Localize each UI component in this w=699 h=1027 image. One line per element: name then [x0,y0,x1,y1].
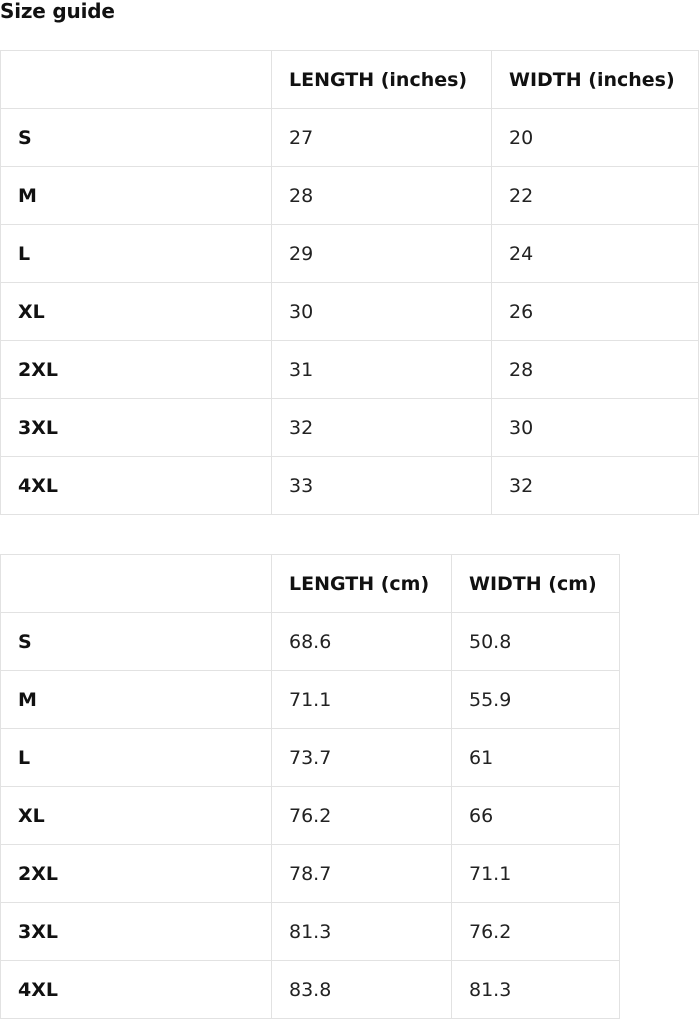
length-value: 30 [272,283,492,341]
size-label: M [1,671,272,729]
size-label: 3XL [1,903,272,961]
table-row [1,399,699,457]
table-row [1,613,620,671]
width-value: 61 [452,729,620,787]
length-value: 31 [272,341,492,399]
size-label: XL [1,787,272,845]
length-value: 76.2 [272,787,452,845]
size-table-inches [0,50,699,515]
size-label: M [1,167,272,225]
width-value: 22 [492,167,699,225]
table-row [1,903,620,961]
width-value: 32 [492,457,699,515]
size-table-cm [0,554,620,1019]
length-value: 27 [272,109,492,167]
size-label: 4XL [1,961,272,1019]
size-label: 4XL [1,457,272,515]
length-value: 29 [272,225,492,283]
table-header-row [1,555,620,613]
header-cell-length: LENGTH (cm) [272,555,452,613]
width-value: 81.3 [452,961,620,1019]
table-row [1,845,620,903]
width-value: 76.2 [452,903,620,961]
table-row [1,341,699,399]
length-value: 33 [272,457,492,515]
length-value: 83.8 [272,961,452,1019]
size-label: XL [1,283,272,341]
table-row [1,167,699,225]
width-value: 24 [492,225,699,283]
width-value: 71.1 [452,845,620,903]
page-title: Size guide [0,0,115,23]
length-value: 81.3 [272,903,452,961]
length-value: 78.7 [272,845,452,903]
table-row [1,961,620,1019]
header-cell-length: LENGTH (inches) [272,51,492,109]
length-value: 32 [272,399,492,457]
header-cell-width: WIDTH (cm) [452,555,620,613]
table-row [1,671,620,729]
size-label: 2XL [1,845,272,903]
size-label: L [1,729,272,787]
table-row [1,283,699,341]
header-cell-size [1,51,272,109]
width-value: 66 [452,787,620,845]
length-value: 71.1 [272,671,452,729]
width-value: 55.9 [452,671,620,729]
size-label: S [1,109,272,167]
length-value: 73.7 [272,729,452,787]
table-row [1,787,620,845]
header-cell-width: WIDTH (inches) [492,51,699,109]
size-label: 3XL [1,399,272,457]
length-value: 68.6 [272,613,452,671]
width-value: 20 [492,109,699,167]
length-value: 28 [272,167,492,225]
table-row [1,457,699,515]
table-row [1,729,620,787]
size-label: 2XL [1,341,272,399]
size-label: S [1,613,272,671]
table-header-row [1,51,699,109]
table-row [1,225,699,283]
size-label: L [1,225,272,283]
header-cell-size [1,555,272,613]
width-value: 26 [492,283,699,341]
width-value: 28 [492,341,699,399]
width-value: 50.8 [452,613,620,671]
width-value: 30 [492,399,699,457]
table-row [1,109,699,167]
